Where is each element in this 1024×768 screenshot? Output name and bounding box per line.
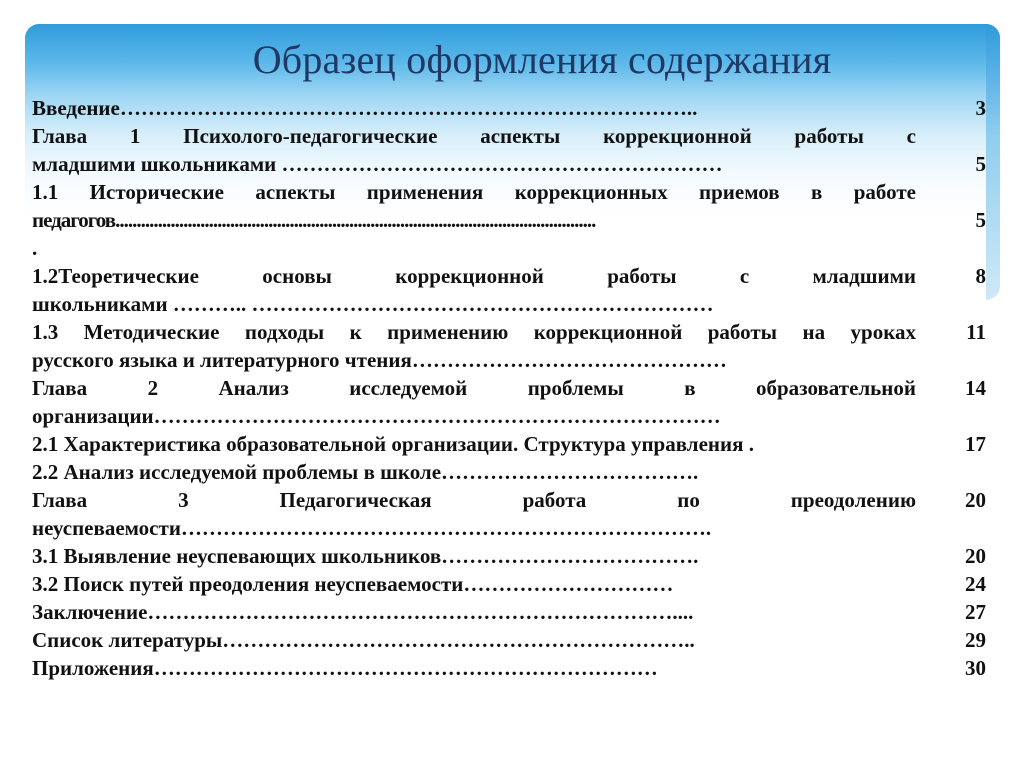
toc-page-number: 3 [975,96,986,120]
toc-entry-text: Глава 1 Психолого-педагогические аспекты коррекционной работы с [32,124,916,148]
toc-page-number: 20 [965,488,986,512]
toc-entry-conclusion [32,598,992,626]
toc-entry-text: 2.1 Характеристика образовательной организации. Структура управления . [32,432,754,456]
table-of-contents [32,94,992,682]
toc-entry-text-continued: организации……………………………………………………………………… [32,404,721,428]
toc-entry-3-1 [32,542,992,570]
toc-entry-text: Глава 3 Педагогическая работа по преодолению [32,488,916,512]
toc-entry-text: 2.2 Анализ исследуемой проблемы в школе………………………………. [32,460,699,484]
toc-entry-text: 1.1 Исторические аспекты применения коррекционных приемов в работе [32,180,916,204]
toc-page-number: 8 [975,264,986,288]
toc-entry-text: Введение……………………………………………………………………….. [32,96,698,120]
toc-entry-2-2 [32,458,992,486]
toc-entry-1-1 [32,178,992,262]
slide-title: Образец оформления содержания [252,37,832,82]
toc-entry-text: 1.2Теоретические основы коррекционной работы с младшими [32,264,916,288]
toc-entry-chapter-1 [32,122,992,178]
toc-entry-text: 3.1 Выявление неуспевающих школьников………………………………. [32,544,699,568]
toc-page-number: 29 [965,628,986,652]
toc-entry-text: Глава 2 Анализ исследуемой проблемы в образовательной [32,376,916,400]
toc-entry-1-2 [32,262,992,318]
toc-entry-text: Заключение………………………………………………………………….... [32,600,694,624]
toc-entry-text: 3.2 Поиск путей преодоления неуспеваемости………………………… [32,572,674,596]
toc-entry-2-1 [32,430,992,458]
toc-entry-text-continued: педагогов................................................................................................................. [32,208,596,232]
toc-entry-text: Приложения……………………………………………………………… [32,656,658,680]
toc-entry-intro [32,94,992,122]
toc-page-number: 30 [965,656,986,680]
toc-entry-text-continued: неуспеваемости…………………………………………………………………. [32,516,712,540]
toc-entry-chapter-3 [32,486,992,542]
toc-page-number: 20 [965,544,986,568]
toc-entry-3-2 [32,570,992,598]
toc-entry-text: 1.3 Методические подходы к применению коррекционной работы на уроках [32,320,916,344]
toc-entry-text-continued: школьниками ……….. ………………………………………………………… [32,292,714,316]
toc-page-number: 17 [965,432,986,456]
toc-page-number: 5 [975,208,986,232]
toc-entry-text-continued: . [32,236,38,260]
toc-entry-text-continued: младшими школьниками ……………………………………………………… [32,152,723,176]
toc-page-number: 27 [965,600,986,624]
toc-entry-text: Список литературы………………………………………………………….. [32,628,695,652]
toc-entry-appendices [32,654,992,682]
toc-entry-1-3 [32,318,992,374]
toc-entry-text-continued: русского языка и литературного чтения……………………………………… [32,348,727,372]
toc-page-number: 11 [966,320,986,344]
toc-entry-chapter-2 [32,374,992,430]
toc-page-number: 14 [965,376,986,400]
toc-entry-references [32,626,992,654]
toc-page-number: 5 [975,152,986,176]
toc-page-number: 24 [965,572,986,596]
